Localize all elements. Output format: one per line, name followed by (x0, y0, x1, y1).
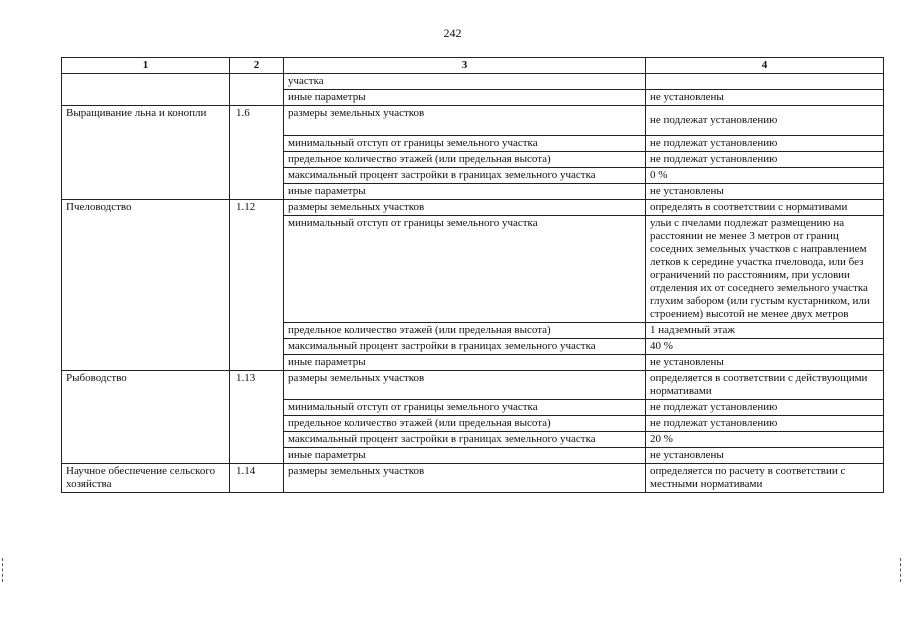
parameter-cell: участка (284, 74, 646, 90)
parameter-cell: предельное количество этажей (или предельная высота) (284, 152, 646, 168)
parameter-cell: предельное количество этажей (или предельная высота) (284, 416, 646, 432)
table-header-row (62, 58, 884, 74)
land-use-code-cell: 1.14 (230, 464, 284, 493)
parameter-cell: минимальный отступ от границы земельного участка (284, 216, 646, 323)
table-row (62, 74, 884, 90)
value-cell: определяется по расчету в соответствии с местными нормативами (646, 464, 884, 493)
right-edge-mark (900, 558, 903, 582)
column-header: 4 (646, 58, 884, 74)
land-use-code-cell (230, 74, 284, 106)
value-cell: не установлены (646, 90, 884, 106)
left-edge-mark (2, 558, 5, 582)
value-cell: ульи с пчелами подлежат размещению на расстоянии не менее 3 метров от границ соседних земельных участков с направлением летков к середине участка пчеловода, или без ограничений по расстояниям, при условии отделения их от соседнего земельного участка глухим забором (или густым кустарником, или строением) высотой не менее двух метров (646, 216, 884, 323)
column-header: 3 (284, 58, 646, 74)
land-use-name-cell: Пчеловодство (62, 200, 230, 371)
value-cell (646, 74, 884, 90)
table-row (62, 371, 884, 400)
value-cell: не подлежат установлению (646, 400, 884, 416)
land-use-code-cell: 1.13 (230, 371, 284, 464)
parameter-cell: максимальный процент застройки в границах земельного участка (284, 432, 646, 448)
land-use-name-cell: Рыбоводство (62, 371, 230, 464)
page-number: 242 (443, 26, 462, 40)
value-cell: не подлежат установлению (646, 136, 884, 152)
value-cell: 1 надземный этаж (646, 323, 884, 339)
parameter-cell: иные параметры (284, 90, 646, 106)
column-header: 2 (230, 58, 284, 74)
table-row (62, 464, 884, 493)
value-cell: не установлены (646, 184, 884, 200)
value-cell: не установлены (646, 448, 884, 464)
value-cell: не подлежат установлению (646, 416, 884, 432)
value-cell: не установлены (646, 355, 884, 371)
land-use-code-cell: 1.12 (230, 200, 284, 371)
parameter-cell: максимальный процент застройки в границах земельного участка (284, 168, 646, 184)
value-cell: определяется в соответствии с действующими нормативами (646, 371, 884, 400)
value-cell: не подлежат установлению (646, 152, 884, 168)
parameter-cell: максимальный процент застройки в границах земельного участка (284, 339, 646, 355)
value-cell: 20 % (646, 432, 884, 448)
value-cell: определять в соответствии с нормативами (646, 200, 884, 216)
parameter-cell: размеры земельных участков (284, 464, 646, 493)
parameter-cell: размеры земельных участков (284, 200, 646, 216)
parameter-cell: минимальный отступ от границы земельного участка (284, 400, 646, 416)
table-row (62, 200, 884, 216)
land-use-name-cell: Выращивание льна и конопли (62, 106, 230, 200)
parameter-cell: предельное количество этажей (или предельная высота) (284, 323, 646, 339)
parameter-cell: размеры земельных участков (284, 371, 646, 400)
table-row (62, 106, 884, 136)
zoning-table (61, 57, 884, 493)
land-use-code-cell: 1.6 (230, 106, 284, 200)
parameter-cell: иные параметры (284, 355, 646, 371)
land-use-name-cell (62, 74, 230, 106)
value-cell: 0 % (646, 168, 884, 184)
column-header: 1 (62, 58, 230, 74)
land-use-name-cell: Научное обеспечение сельского хозяйства (62, 464, 230, 493)
parameter-cell: размеры земельных участков (284, 106, 646, 136)
value-cell: не подлежат установлению (646, 106, 884, 136)
value-cell: 40 % (646, 339, 884, 355)
parameter-cell: иные параметры (284, 184, 646, 200)
parameter-cell: иные параметры (284, 448, 646, 464)
parameter-cell: минимальный отступ от границы земельного участка (284, 136, 646, 152)
